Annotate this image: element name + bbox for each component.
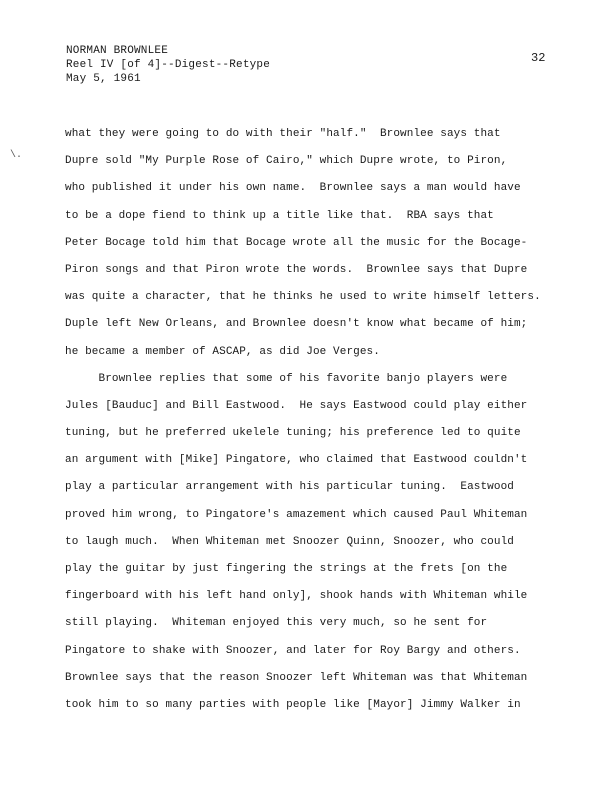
text-line: Pingatore to shake with Snoozer, and later for Roy Bargy and others. [65,644,521,657]
text-line: was quite a character, that he thinks he used to write himself letters. [65,291,541,304]
text-line: he became a member of ASCAP, as did Joe Verges. [65,345,380,358]
text-line: Jules [Bauduc] and Bill Eastwood. He says Eastwood could play either [65,399,528,412]
text-line: Brownlee says that the reason Snoozer left Whiteman was that Whiteman [65,671,528,684]
text-line: proved him wrong, to Pingatore's amazement which caused Paul Whiteman [65,508,528,521]
text-line: Peter Bocage told him that Bocage wrote all the music for the Bocage- [65,236,528,249]
header-interviewee: NORMAN BROWNLEE [66,45,169,57]
document-header [66,44,270,86]
text-line: tuning, but he preferred ukelele tuning; his preference led to quite [65,427,521,440]
text-line: play a particular arrangement with his particular tuning. Eastwood [65,481,514,494]
text-line: what they were going to do with their "half." Brownlee says that [65,128,501,140]
header-reel-info: Reel IV [of 4]--Digest--Retype [66,59,271,71]
text-line: Dupre sold "My Purple Rose of Cairo," which Dupre wrote, to Piron, [65,155,508,168]
text-line: Piron songs and that Piron wrote the words. Brownlee says that Dupre [65,263,528,276]
text-line: play the guitar by just fingering the strings at the frets [on the [65,563,508,575]
text-line: to laugh much. When Whiteman met Snoozer Quinn, Snoozer, who could [65,535,514,548]
text-line: who published it under his own name. Brownlee says a man would have [65,182,521,195]
stray-mark: \. [10,150,23,161]
text-line: to be a dope fiend to think up a title like that. RBA says that [65,209,494,222]
text-line: Duple left New Orleans, and Brownlee doesn't know what became of him; [65,318,528,331]
text-line: an argument with [Mike] Pingatore, who claimed that Eastwood couldn't [65,454,528,467]
text-line: Brownlee replies that some of his favorite banjo players were [65,372,508,385]
text-line: still playing. Whiteman enjoyed this very much, so he sent for [65,617,488,630]
body-text [65,127,570,725]
header-date: May 5, 1961 [66,73,141,85]
text-line: fingerboard with his left hand only], shook hands with Whiteman while [65,590,528,603]
text-line: took him to so many parties with people like [Mayor] Jimmy Walker in [65,698,521,711]
page-number: 32 [531,51,546,65]
